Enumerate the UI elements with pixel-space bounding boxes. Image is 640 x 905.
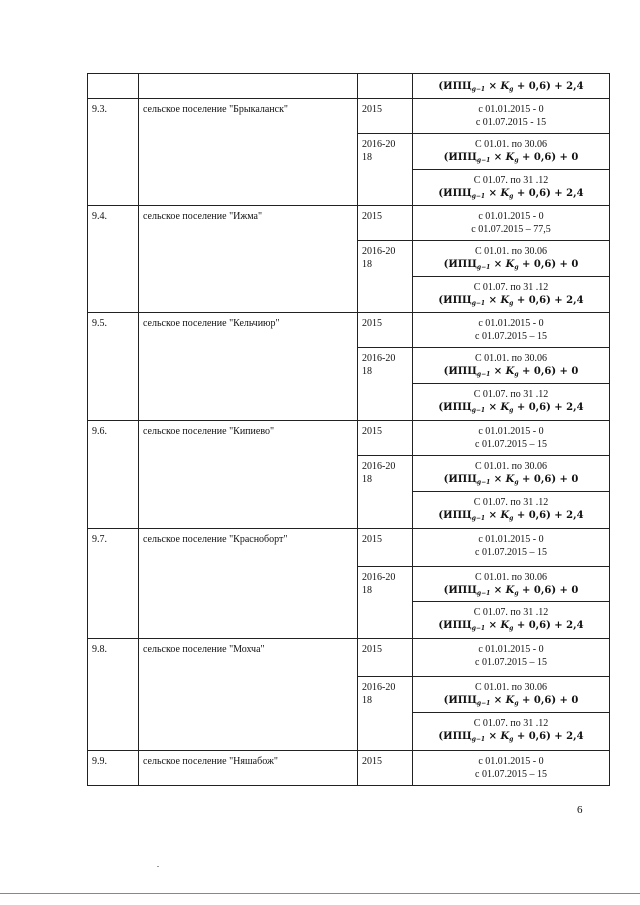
bottom-rule: [0, 893, 640, 894]
formula: $(ИПЦ_{g-1} \times K_g + 0,6) + 2,4$: [438, 620, 584, 633]
year-range-cell: [358, 134, 413, 206]
section-number-text: 9.6.: [92, 425, 107, 437]
year-text: 2015: [362, 533, 382, 545]
period-label: С 01.07. по 31 .12: [473, 718, 549, 730]
period-label: С 01.07. по 31 .12: [473, 281, 549, 293]
rate-line: с 01.01.2015 - 0: [478, 425, 544, 437]
year-range-cell: [358, 455, 413, 528]
formula: $(ИПЦ_{g-1} \times K_g + 0,6) + 2,4$: [438, 187, 584, 200]
name-cell: [139, 74, 358, 99]
section-number: [88, 205, 139, 312]
settlement-name: [139, 420, 358, 528]
section-number: [88, 312, 139, 420]
value-cell: [413, 713, 610, 751]
formula: $(ИПЦ_{g-1} \times K_g + 0,6) + 2,4$: [438, 81, 584, 93]
year-range-cell: [358, 566, 413, 639]
year-cell: [358, 312, 413, 347]
table-row: [88, 751, 610, 786]
section-number: [88, 420, 139, 528]
settlement-name-text: сельское поселение "Ижма": [143, 210, 263, 222]
value-cell: [413, 169, 610, 205]
rate-line: с 01.01.2015 - 0: [478, 644, 544, 656]
year-cell: [358, 99, 413, 134]
formula-cell: [413, 74, 610, 99]
period-label: С 01.01. по 30.06: [474, 245, 548, 257]
value-cell: [413, 566, 610, 602]
value-cell: [413, 99, 610, 134]
year-cell: [358, 528, 413, 566]
table-row: [88, 420, 610, 455]
value-cell: [413, 205, 610, 240]
formula: $(ИПЦ_{g-1} \times K_g + 0,6) + 0$: [443, 152, 579, 164]
period-label: С 01.01. по 30.06: [474, 139, 548, 150]
year-text: 2015: [362, 756, 382, 768]
year-cell: [358, 420, 413, 455]
rate-line: с 01.07.2015 – 15: [475, 330, 547, 342]
year-range-cell: [358, 677, 413, 751]
period-label: С 01.07. по 31 .12: [473, 174, 549, 186]
table-row: [88, 639, 610, 677]
value-cell: [413, 639, 610, 677]
formula: $(ИПЦ_{g-1} \times K_g + 0,6) + 2,4$: [438, 294, 584, 307]
year-range-text: 2016-2018: [362, 139, 396, 163]
settlement-name: [139, 528, 358, 639]
tariff-table: [87, 73, 610, 786]
section-number-text: 9.5.: [92, 317, 107, 329]
value-cell: [413, 751, 610, 786]
section-number-text: 9.7.: [92, 533, 107, 545]
tariff-table-body: [88, 74, 610, 786]
year-text: 2015: [362, 104, 382, 115]
period-label: С 01.07. по 31 .12: [473, 496, 549, 508]
formula: $(ИПЦ_{g-1} \times K_g + 0,6) + 2,4$: [438, 509, 584, 522]
rate-line: с 01.01.2015 - 0: [478, 104, 544, 115]
settlement-name: [139, 639, 358, 751]
formula: $(ИПЦ_{g-1} \times K_g + 0,6) + 0$: [443, 695, 579, 708]
section-number-text: 9.4.: [92, 210, 107, 222]
value-cell: [413, 677, 610, 713]
section-number-text: 9.9.: [92, 756, 107, 768]
formula: $(ИПЦ_{g-1} \times K_g + 0,6) + 0$: [443, 258, 579, 271]
year-range-text: 2016-2018: [362, 571, 396, 596]
rate-line: с 01.01.2015 - 0: [478, 210, 544, 222]
scan-speck: [157, 866, 159, 867]
settlement-name-text: сельское поселение "Красноборт": [143, 533, 288, 545]
table-row: [88, 205, 610, 240]
rate-line: с 01.07.2015 – 15: [475, 438, 547, 450]
year-text: 2015: [362, 644, 382, 656]
period-label: С 01.01. по 30.06: [474, 352, 548, 364]
section-number: [88, 639, 139, 751]
table-row: [88, 74, 610, 99]
page-number: 6: [577, 804, 583, 816]
settlement-name: [139, 205, 358, 312]
value-cell: [413, 455, 610, 491]
period-label: С 01.07. по 31 .12: [473, 388, 549, 400]
year-range-text: 2016-2018: [362, 682, 396, 707]
settlement-name: [139, 312, 358, 420]
section-number: [88, 751, 139, 786]
settlement-name-text: сельское поселение "Няшабож": [143, 756, 278, 768]
table-row: [88, 528, 610, 566]
year-cell: [358, 639, 413, 677]
year-range-cell: [358, 347, 413, 420]
year-cell: [358, 205, 413, 240]
value-cell: [413, 276, 610, 312]
value-cell: [413, 134, 610, 170]
year-range-text: 2016-2018: [362, 352, 396, 377]
year-cell: [358, 751, 413, 786]
settlement-name-text: сельское поселение "Кельчиюр": [143, 317, 280, 329]
value-cell: [413, 347, 610, 383]
formula: $(ИПЦ_{g-1} \times K_g + 0,6) + 2,4$: [438, 731, 584, 744]
rate-line: с 01.01.2015 - 0: [478, 756, 544, 768]
value-cell: [413, 312, 610, 347]
formula: $(ИПЦ_{g-1} \times K_g + 0,6) + 0$: [443, 473, 579, 486]
formula: $(ИПЦ_{g-1} \times K_g + 0,6) + 2,4$: [438, 401, 584, 414]
rate-line: с 01.07.2015 – 77,5: [471, 223, 551, 235]
rate-line: с 01.01.2015 - 0: [478, 317, 544, 329]
year-text: 2015: [362, 210, 382, 222]
year-range-text: 2016-2018: [362, 460, 396, 485]
rate-line: с 01.07.2015 - 15: [475, 117, 547, 128]
formula: $(ИПЦ_{g-1} \times K_g + 0,6) + 0$: [443, 584, 579, 597]
year-text: 2015: [362, 317, 382, 329]
settlement-name: [139, 751, 358, 786]
section-number: [88, 99, 139, 206]
rate-line: с 01.07.2015 – 15: [475, 769, 547, 781]
settlement-name-text: сельское поселение "Мохча": [143, 644, 265, 656]
num-cell: [88, 74, 139, 99]
settlement-name-text: сельское поселение "Брыкаланск": [143, 104, 289, 115]
value-cell: [413, 528, 610, 566]
formula: $(ИПЦ_{g-1} \times K_g + 0,6) + 0$: [443, 365, 579, 378]
section-number-text: 9.3.: [92, 104, 107, 115]
period-label: С 01.01. по 30.06: [474, 682, 548, 694]
table-row: [88, 99, 610, 134]
value-cell: [413, 602, 610, 639]
year-text: 2015: [362, 425, 382, 437]
period-label: С 01.01. по 30.06: [474, 460, 548, 472]
value-cell: [413, 383, 610, 420]
settlement-name: [139, 99, 358, 206]
section-number-text: 9.8.: [92, 644, 107, 656]
table-row: [88, 312, 610, 347]
period-label: С 01.07. по 31 .12: [473, 607, 549, 619]
value-cell: [413, 240, 610, 276]
rate-line: с 01.07.2015 – 15: [475, 546, 547, 558]
period-label: С 01.01. по 30.06: [474, 571, 548, 583]
year-cell: [358, 74, 413, 99]
year-range-text: 2016-2018: [362, 245, 396, 270]
rate-line: с 01.07.2015 – 15: [475, 657, 547, 669]
settlement-name-text: сельское поселение "Кипиево": [143, 425, 275, 437]
year-range-cell: [358, 240, 413, 312]
value-cell: [413, 420, 610, 455]
value-cell: [413, 491, 610, 528]
section-number: [88, 528, 139, 639]
rate-line: с 01.01.2015 - 0: [478, 533, 544, 545]
